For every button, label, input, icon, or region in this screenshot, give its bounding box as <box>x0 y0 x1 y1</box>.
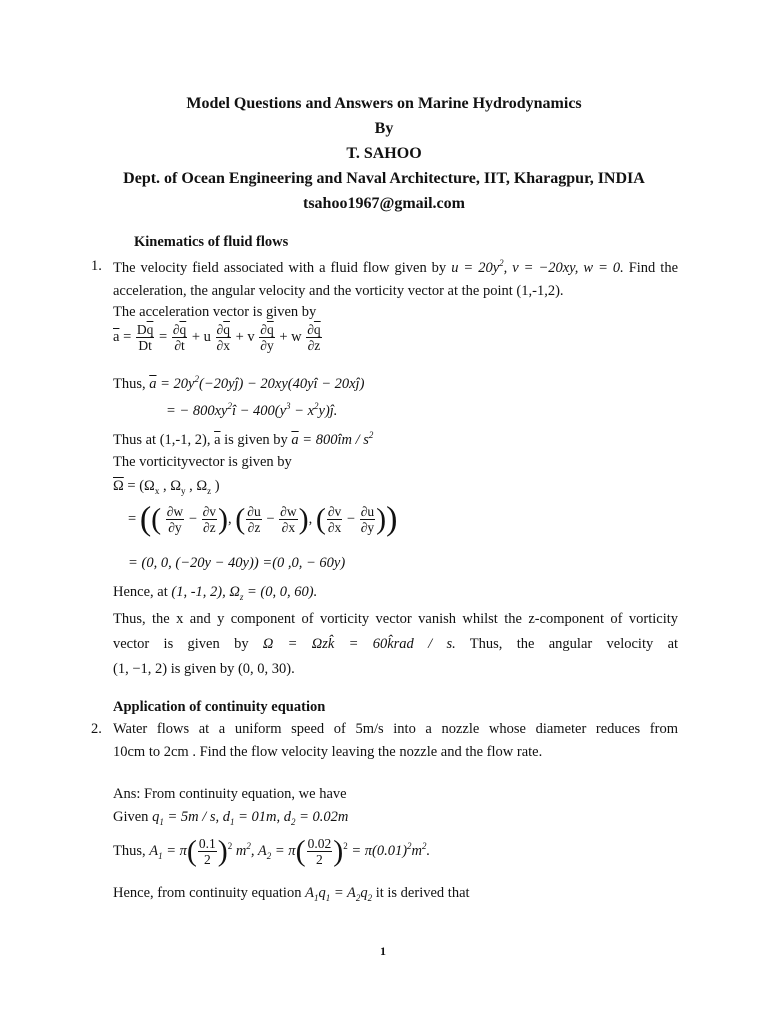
question-2-line-2: 10cm to 2cm . Find the flow velocity leaving the nozzle and the flow rate. <box>113 744 543 760</box>
document-email: tsahoo1967@gmail.com <box>303 195 465 212</box>
hence-at-label: Hence, at <box>113 584 168 600</box>
acceleration-derivation-2: = − $800xy^2î - 400(y^3$ − $x^2y)ĵ$. <box>166 401 338 419</box>
acceleration-intro: The acceleration vector is given by <box>113 304 317 320</box>
thus-at-label: Thus at (1,-1, 2), <box>113 431 211 448</box>
conclusion-line-1: Thus, the x and y component of vorticity vector vanish whilst the z-component of vorticity <box>113 611 678 627</box>
answer-2-intro: Ans: From continuity equation, we have <box>113 786 347 802</box>
question-1-text-a: The velocity field associated with a fluid flow given by <box>113 259 447 276</box>
section-heading-continuity: Application of continuity equation <box>113 699 326 715</box>
question-2-line-1: Water flows at a uniform speed of 5m/s into a nozzle whose diameter reduces from <box>113 721 678 737</box>
given-label: Given <box>113 809 149 825</box>
document-title: Model Questions and Answers on Marine Hydrodynamics <box>186 95 582 112</box>
conclusion-line-3: (1, −1, 2) is given by (0, 0, 30). <box>113 661 295 677</box>
acceleration-formula: $\overline{a}$ = $\frac{D\overline{q}}{Dt}$ = $\frac{\partial\overline{q}}{\partial t}$ + u $\frac{\partial\overline{q}}{\partial x}$ + v $\frac{\partial\overline{q}}{\partial y}$ + w $\frac{\partial\overline{q}}{\partial z}$ <box>113 322 321 353</box>
vorticity-vector-def: $\overline{\Omega} = (\Omega_x$ , $\Omega_y$ , $\Omega_z$ ) <box>113 478 220 496</box>
section-heading-kinematics: Kinematics of fluid flows <box>134 234 289 250</box>
vorticity-evaluated: = (0, 0, (−20y − 40y)) =(0 ,0, − 60y) <box>128 555 346 571</box>
thus-label-2: Thus, <box>113 842 146 859</box>
hence-continuity-label: Hence, from continuity equation <box>113 885 302 901</box>
document-author: T. SAHOO <box>346 145 422 162</box>
question-1-line-1 <box>113 258 678 277</box>
vorticity-intro: The vorticityvector is given by <box>113 454 292 470</box>
answer-2-given: Given $q_1 = 5m / s$, $d_1 = 01m$, $d_2 = 0.02m$ <box>113 809 349 827</box>
derived-label: it is derived that <box>375 885 470 901</box>
vorticity-components-formula: = (( $\frac{\partial w}{\partial y}$ − $\frac{\partial v}{\partial z}$ ), ( $\frac{\partial u}{\partial z}$ − $\frac{\partial w}{\partial x}$ ), ( $\frac{\partial v}{\partial x}$ − $\frac{\partial u}{\partial y}$ )) <box>128 500 398 538</box>
document-by: By <box>374 120 394 137</box>
thus-label: Thus, <box>113 375 146 392</box>
acceleration-derivation-1: Thus, $\overline{a}$ = $20y^2(-20yĵ)$ − 20xy(40yî − 20xĵ) <box>113 374 365 392</box>
answer-2-areas: Thus, $A_1 = \pi$( $\frac{0.1}{2}$ )$^2$ $m^2$, $A_2 = \pi$( $\frac{0.02}{2}$ )$^2 = \pi(0.01)^2m^2$. <box>113 834 431 868</box>
vorticity-at-point: Hence, at (1, -1, 2), $\Omega_z = (0$, 0, 60). <box>113 584 318 602</box>
given-by-label: is given by <box>224 431 288 448</box>
question-1-text-b: Find the <box>628 259 679 276</box>
question-1-velocity-field: $u = 20y^2$, v = −20xy, w = 0. <box>451 258 624 276</box>
page-number: 1 <box>380 944 386 958</box>
conclusion-line-2: vector is given by Ω = Ωzk̂ = 60k̂rad / s. Thus, the angular velocity at <box>113 636 679 652</box>
question-1-line-2: acceleration, the angular velocity and the vorticity vector at the point (1,-1,2). <box>113 283 564 299</box>
question-2-number: 2. <box>91 721 102 737</box>
answer-2-continuity: Hence, from continuity equation $A_1q_1 = A_2q_2$ it is derived that <box>113 885 470 903</box>
document-department: Dept. of Ocean Engineering and Naval Architecture, IIT, Kharagpur, INDIA <box>123 170 645 187</box>
question-1-number: 1. <box>91 258 102 274</box>
acceleration-at-point: Thus at (1,-1, 2), $\overline{a}$ is given by $\overline{a}$ = 800îm / $s^2$ <box>113 430 374 448</box>
